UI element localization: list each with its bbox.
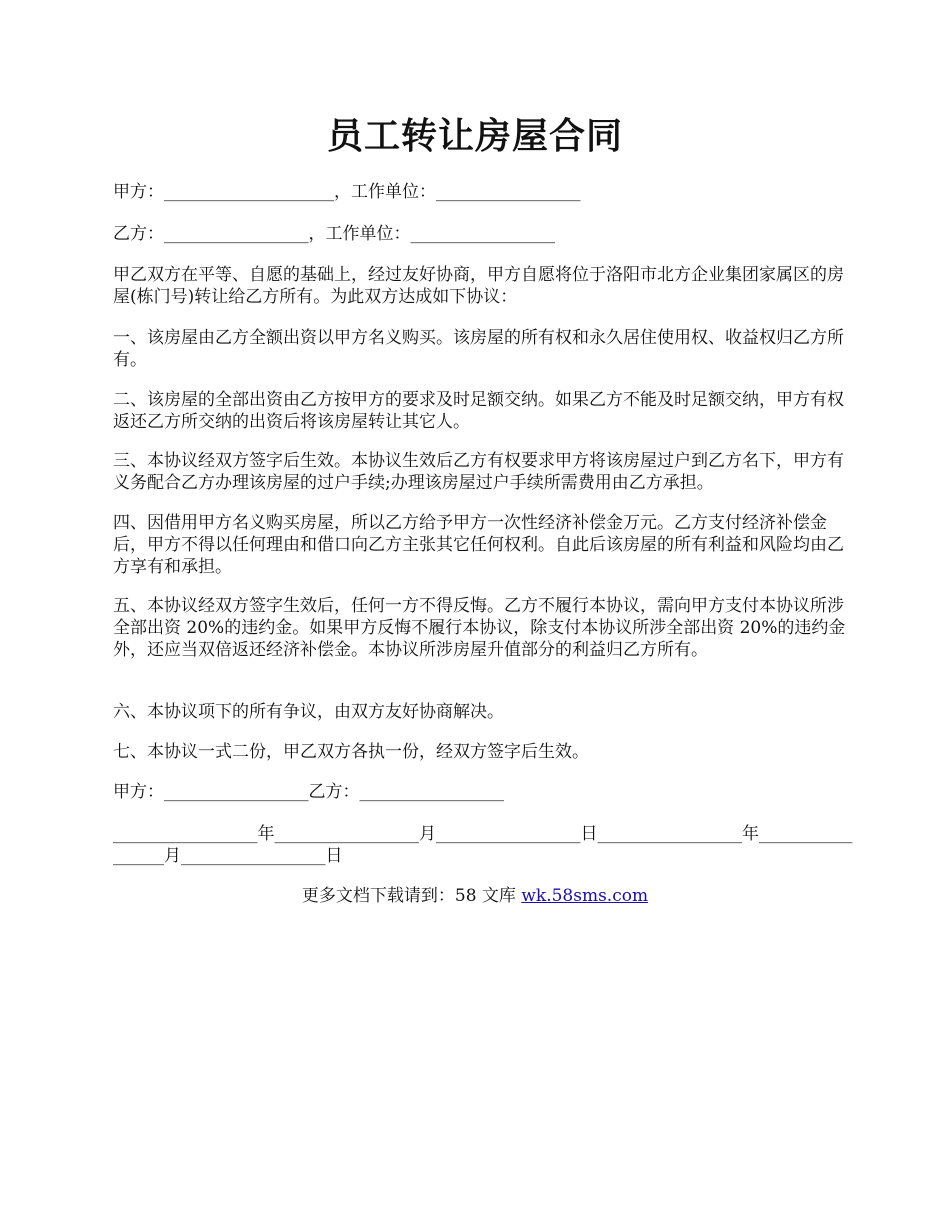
footer-text: 更多文档下载请到：58 文库 (301, 886, 522, 906)
intro-paragraph: 甲乙双方在平等、自愿的基础上，经过友好协商，甲方自愿将位于洛阳市北方企业集团家属区的房屋(栋门号)转让给乙方所有。为此双方达成如下协议： (113, 265, 844, 307)
clause-7: 七、本协议一式二份，甲乙双方各执一份，经双方签字后生效。 (113, 742, 589, 762)
clause-3: 三、本协议经双方签字后生效。本协议生效后乙方有权要求甲方将该房屋过户到乙方名下，甲方有义务配合乙方办理该房屋的过户手续;办理该房屋过户手续所需费用由乙方承担。 (113, 451, 844, 493)
clause-6: 六、本协议项下的所有争议，由双方友好协商解决。 (113, 702, 504, 722)
clause-4: 四、因借用甲方名义购买房屋，所以乙方给予甲方一次性经济补偿金万元。乙方支付经济补偿金后，甲方不得以任何理由和借口向乙方主张其它任何权利。自此后该房屋的所有利益和风险均由乙方享有和承担。 (113, 513, 844, 577)
date-line: _________________年_________________月_________________日_________________年_________________月_________________日 (113, 824, 853, 866)
party-b-line: 乙方：_________________，工作单位：_________________ (113, 224, 555, 244)
clause-2: 二、该房屋的全部出资由乙方按甲方的要求及时足额交纳。如果乙方不能及时足额交纳，甲方有权返还乙方所交纳的出资后将该房屋转让其它人。 (113, 390, 844, 432)
signature-line: 甲方：_________________乙方：_________________ (113, 782, 504, 802)
document-title: 员工转让房屋合同 (326, 115, 623, 157)
footer-link[interactable]: wk.58sms.com (521, 886, 649, 906)
party-a-line: 甲方：____________________，工作单位：_________________ (113, 182, 581, 202)
clause-5: 五、本协议经双方签字生效后，任何一方不得反悔。乙方不履行本协议，需向甲方支付本协议所涉全部出资 20%的违约金。如果甲方反悔不履行本协议，除支付本协议所涉全部出资 20%的违约金外，还应当双倍返还经济补偿金。本协议所涉房屋升值部分的利益归乙方所有。 (113, 596, 846, 660)
clause-1: 一、该房屋由乙方全额出资以甲方名义购买。该房屋的所有权和永久居住使用权、收益权归乙方所有。 (113, 328, 844, 370)
footer-download-note (0, 885, 950, 907)
